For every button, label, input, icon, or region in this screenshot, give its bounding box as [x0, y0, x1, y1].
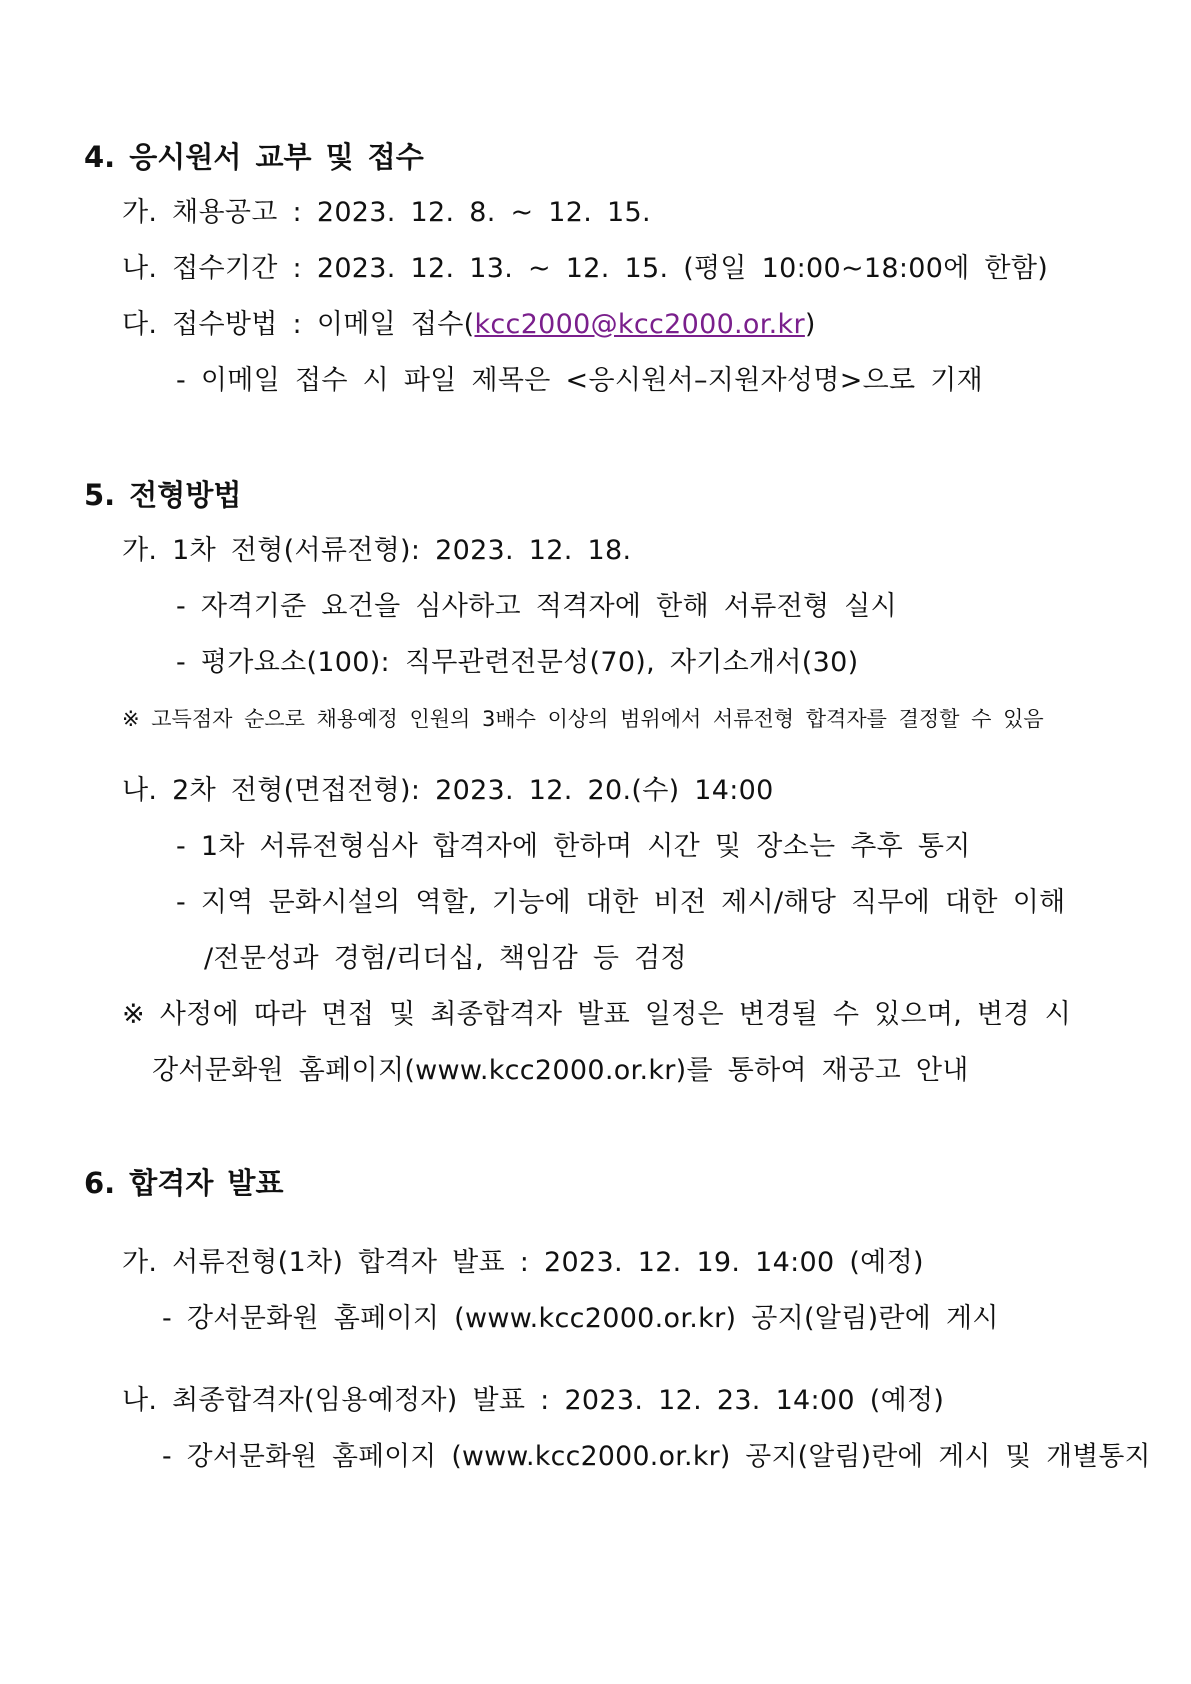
section-5-item-b-detail-1: - 1차 서류전형심사 합격자에 한하며 시간 및 장소는 추후 통지 — [176, 831, 971, 862]
section-4-item-c-label: 다. 접수방법 : 이메일 접수( — [122, 309, 475, 340]
section-5-item-a: 가. 1차 전형(서류전형): 2023. 12. 18. — [122, 535, 632, 566]
section-4-item-c-note: - 이메일 접수 시 파일 제목은 <응시원서–지원자성명>으로 기재 — [176, 365, 984, 396]
section-5-item-b-detail-2: - 지역 문화시설의 역할, 기능에 대한 비전 제시/해당 직무에 대한 이해 — [176, 887, 1066, 918]
email-link[interactable]: kcc2000@kcc2000.or.kr — [474, 309, 805, 340]
section-5-notice: ※ 사정에 따라 면접 및 최종합격자 발표 일정은 변경될 수 있으며, 변경 시 — [122, 999, 1072, 1030]
section-5-item-a-detail-1: - 자격기준 요건을 심사하고 적격자에 한해 서류전형 실시 — [176, 591, 898, 622]
section-5-heading: 5. 전형방법 — [84, 478, 242, 512]
section-5-item-a-note: ※ 고득점자 순으로 채용예정 인원의 3배수 이상의 범위에서 서류전형 합격자를 결정할 수 있음 — [122, 707, 1044, 731]
section-6-item-b-detail: - 강서문화원 홈페이지 (www.kcc2000.or.kr) 공지(알림)란에 게시 및 개별통지 — [162, 1441, 1151, 1472]
section-5-item-b: 나. 2차 전형(면접전형): 2023. 12. 20.(수) 14:00 — [122, 775, 774, 806]
section-4-item-c-close: ) — [804, 309, 816, 340]
section-5-item-b-detail-2-cont: /전문성과 경험/리더십, 책임감 등 검정 — [204, 943, 687, 974]
section-4-item-a: 가. 채용공고 : 2023. 12. 8. ~ 12. 15. — [122, 197, 651, 228]
section-5-notice-cont: 강서문화원 홈페이지(www.kcc2000.or.kr)를 통하여 재공고 안내 — [152, 1055, 969, 1086]
section-4-heading: 4. 응시원서 교부 및 접수 — [84, 140, 424, 174]
section-4-item-b: 나. 접수기간 : 2023. 12. 13. ~ 12. 15. (평일 10:00~18:00에 한함) — [122, 253, 1049, 284]
section-6-heading: 6. 합격자 발표 — [84, 1166, 284, 1200]
section-6-item-a-detail: - 강서문화원 홈페이지 (www.kcc2000.or.kr) 공지(알림)란에 게시 — [162, 1303, 999, 1334]
section-4-item-c — [122, 308, 816, 342]
section-6-item-a: 가. 서류전형(1차) 합격자 발표 : 2023. 12. 19. 14:00 (예정) — [122, 1247, 924, 1278]
section-6-item-b: 나. 최종합격자(임용예정자) 발표 : 2023. 12. 23. 14:00 (예정) — [122, 1385, 945, 1416]
section-5-item-a-detail-2: - 평가요소(100): 직무관련전문성(70), 자기소개서(30) — [176, 647, 859, 678]
